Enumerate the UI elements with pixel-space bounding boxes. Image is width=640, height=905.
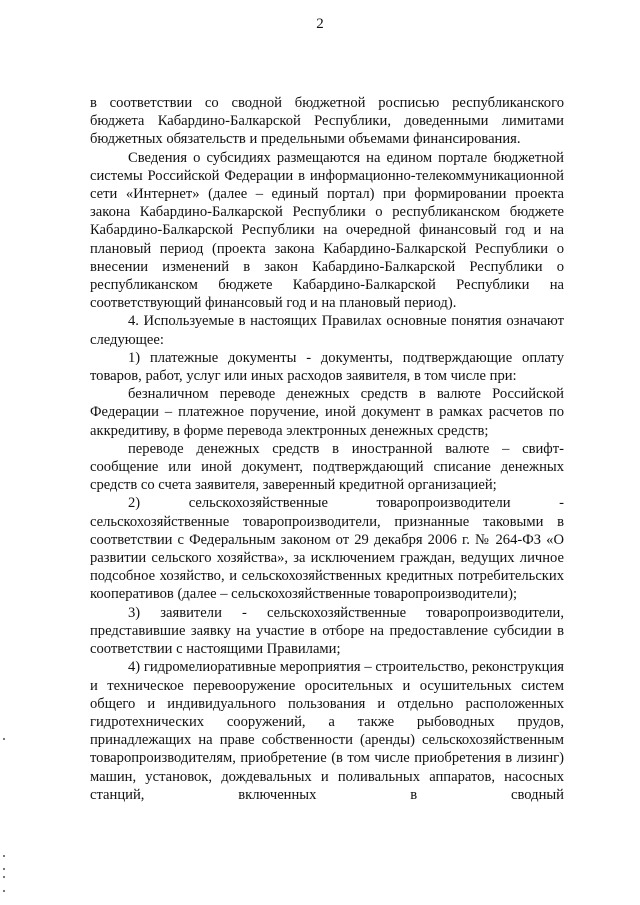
paragraph-definitions-intro: 4. Используемые в настоящих Правилах основные понятия означают следующее: — [90, 313, 564, 348]
paragraph-cashless-transfer: безналичном переводе денежных средств в валюте Российской Федерации – платежное поручение, иной документ в рамках расчетов по аккредитиву, в форме перевода электронных денежных средств; — [90, 386, 564, 439]
paragraph-foreign-currency-transfer: переводе денежных средств в иностранной валюте – свифт-сообщение или иной документ, подтверждающий списание денежных средств со счета заявителя, заверенный кредитной организацией; — [90, 440, 564, 494]
page-number: 2 — [316, 16, 324, 32]
paragraph-agricultural-producers: 2) сельскохозяйственные товаропроизводители - сельскохозяйственные товаропроизводители, признанные таковыми в соответствии с Федеральным законом от 29 декабря 2006 г. № 264-ФЗ «О развитии сельского хозяйства», за исключением граждан, ведущих личное подсобное хозяйство, и сельскохозяйственных кредитных потребительских кооперативов (далее – сельскохозяйственные товаропроизводители); — [90, 495, 564, 603]
document-body — [90, 94, 564, 804]
paragraph-budget-reference: в соответствии со сводной бюджетной росписью республиканского бюджета Кабардино-Балкарской Республики, доведенными лимитами бюджетных обязательств и предельными объемами финансирования. — [90, 95, 564, 148]
paragraph-subsidy-information: Сведения о субсидиях размещаются на едином портале бюджетной системы Российской Федерации в информационно-телекоммуникационной сети «Интернет» (далее – единый портал) при формировании проекта закона Кабардино-Балкарской Республики о республиканском бюджете Кабардино-Балкарской Республики на очередной финансовый год и на плановый период (проекта закона Кабардино-Балкарской Республики о внесении изменений в закон Кабардино-Балкарской Республики о республиканском бюджете Кабардино-Балкарской Республики на соответствующий финансовый год и на плановый период). — [90, 149, 564, 312]
scan-margin-marks — [3, 730, 7, 900]
paragraph-applicants: 3) заявители - сельскохозяйственные товаропроизводители, представившие заявку на участие в отборе на предоставление субсидии в соответствии с настоящими Правилами; — [90, 604, 564, 658]
paragraph-hydro-reclamation: 4) гидромелиоративные мероприятия – строительство, реконструкция и техническое перевооружение оросительных и осушительных систем общего и индивидуального пользования и отдельно расположенных гидротехнических сооружений, а также рыбоводных прудов, принадлежащих на праве собственности (аренды) сельскохозяйственным товаропроизводителям, приобретение (в том числе приобретения в лизинг) машин, установок, дождевальных и поливальных аппаратов, насосных станций, включенных в сводный — [90, 659, 564, 803]
paragraph-payment-documents: 1) платежные документы - документы, подтверждающие оплату товаров, работ, услуг или иных расходов заявителя, в том числе при: — [90, 349, 564, 385]
